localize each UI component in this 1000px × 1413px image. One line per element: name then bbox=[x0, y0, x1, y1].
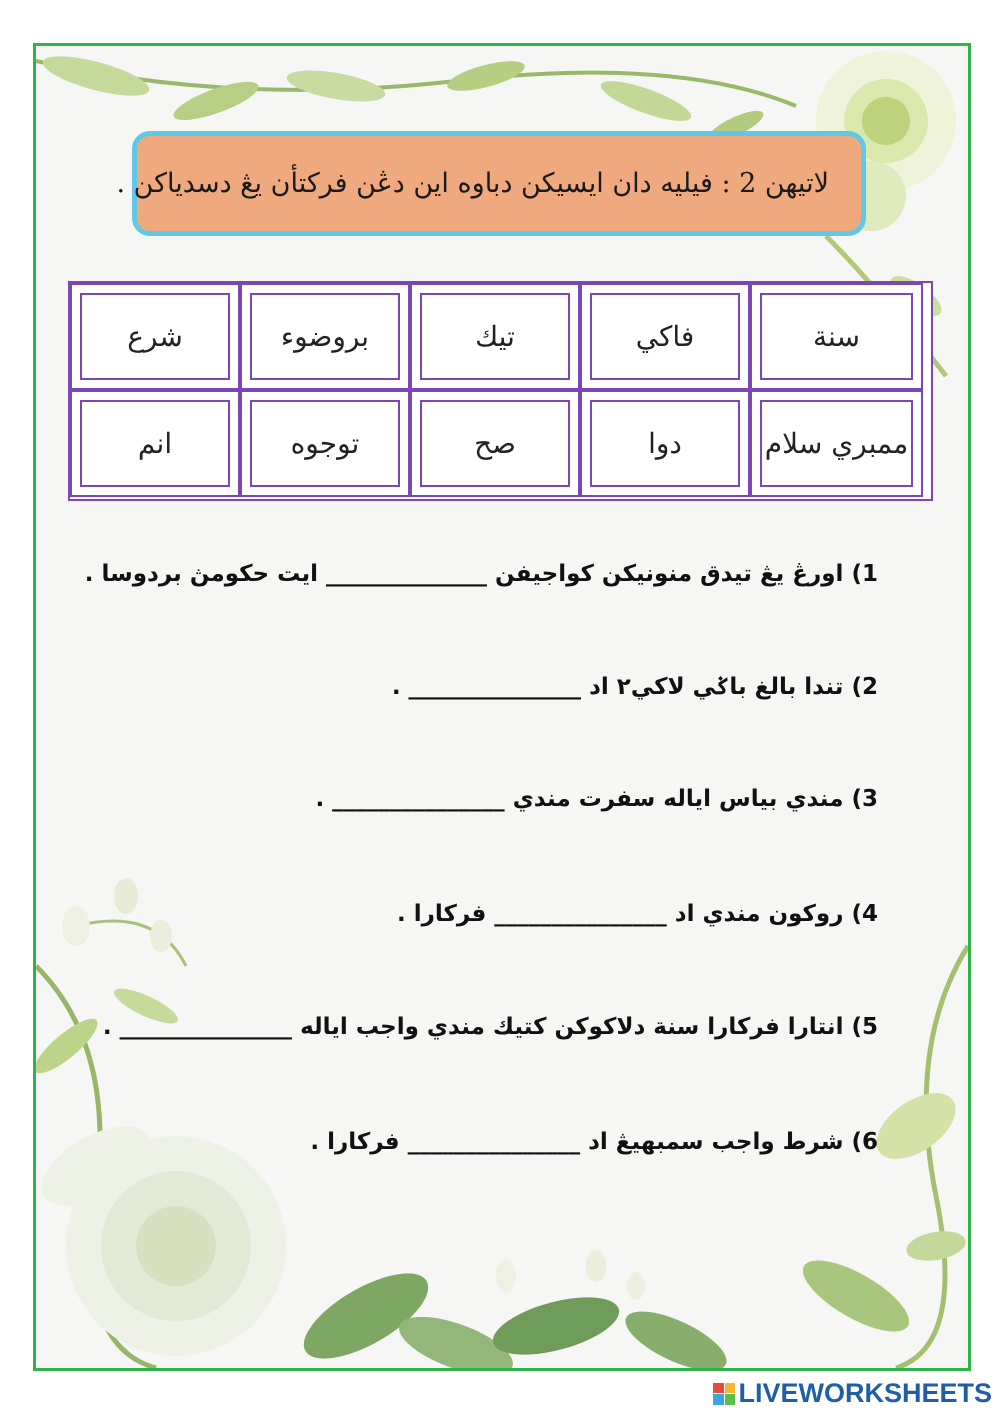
word-bank-cell bbox=[580, 390, 750, 497]
word-bank-word: ممبري سلام bbox=[764, 427, 909, 460]
word-bank-word: انم bbox=[137, 427, 173, 460]
question-number: 2) bbox=[851, 674, 878, 700]
instruction-text: لاتيهن 2 : فيليه دان ايسيكن دباوه اين دڠن فركتأن يڠ دسدياكن . bbox=[116, 168, 829, 199]
question-4 bbox=[397, 901, 878, 927]
question-text[interactable]: اورڠ يڠ تيدق منونيكن كواجيفن ______________ ايت حكومڽ بردوسا . bbox=[84, 561, 844, 587]
brand-name: LIVEWORKSHEETS bbox=[738, 1378, 992, 1408]
word-bank-word: توجوه bbox=[290, 427, 360, 460]
question-2 bbox=[392, 674, 878, 700]
instruction-banner bbox=[116, 131, 866, 236]
question-text[interactable]: شرط واجب سمبهيڠ اد _______________ فركارا . bbox=[310, 1129, 844, 1155]
word-bank-cell bbox=[750, 390, 923, 497]
word-bank-word: شرع bbox=[127, 320, 183, 353]
word-bank-word: سنة bbox=[813, 320, 860, 353]
word-bank-word: صح bbox=[474, 427, 516, 460]
question-1 bbox=[85, 561, 878, 587]
question-6 bbox=[310, 1129, 878, 1155]
liveworksheets-logo[interactable] bbox=[713, 1378, 992, 1409]
question-number: 6) bbox=[851, 1129, 878, 1155]
question-text[interactable]: انتارا فركارا سنة دلاكوكن كتيك مندي واجب اياله _______________ . bbox=[102, 1014, 844, 1040]
word-bank-cell bbox=[410, 283, 580, 390]
word-bank-cell bbox=[750, 283, 923, 390]
word-bank-word: فاكي bbox=[635, 320, 695, 353]
question-text[interactable]: تندا بالغ باݢي لاكي٢ اد _______________ . bbox=[391, 674, 844, 700]
word-bank-table bbox=[68, 281, 933, 501]
question-number: 4) bbox=[851, 901, 878, 927]
word-bank-cell bbox=[580, 283, 750, 390]
word-bank-cell bbox=[70, 283, 240, 390]
word-bank-cell bbox=[240, 283, 410, 390]
word-bank-cell bbox=[240, 390, 410, 497]
word-bank-word: تيك bbox=[475, 320, 515, 353]
logo-icon bbox=[713, 1383, 735, 1405]
worksheet-page bbox=[33, 43, 971, 1371]
question-number: 3) bbox=[851, 786, 878, 812]
question-5 bbox=[103, 1014, 878, 1040]
question-number: 5) bbox=[851, 1014, 878, 1040]
word-bank-cell bbox=[70, 390, 240, 497]
floral-decoration bbox=[36, 46, 968, 1368]
question-text[interactable]: روكون مندي اد _______________ فركارا . bbox=[397, 901, 844, 927]
question-text[interactable]: مندي بياس اياله سفرت مندي _______________ . bbox=[315, 786, 844, 812]
question-number: 1) bbox=[851, 561, 878, 587]
question-3 bbox=[315, 786, 878, 812]
word-bank-cell bbox=[410, 390, 580, 497]
word-bank-word: بروضوء bbox=[280, 320, 370, 353]
word-bank-word: دوا bbox=[648, 427, 682, 460]
